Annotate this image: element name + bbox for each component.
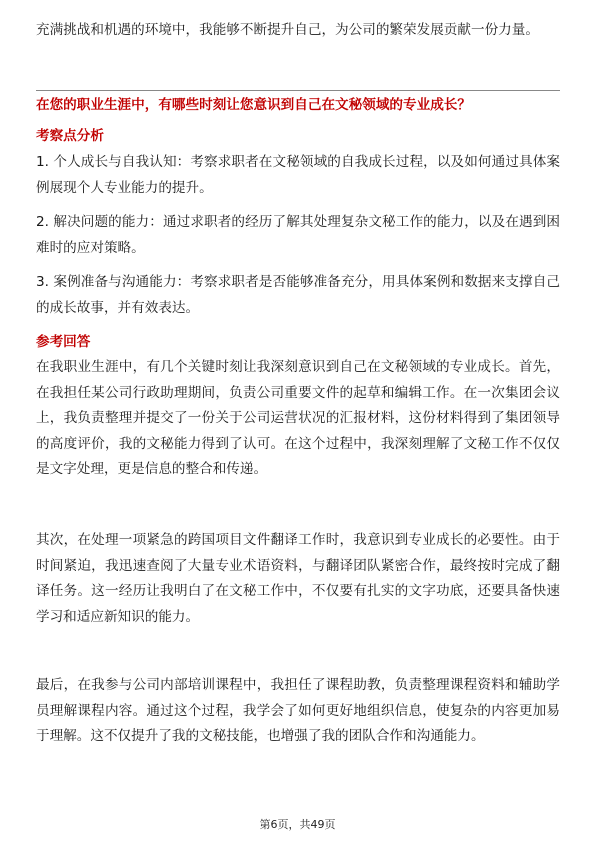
answer-heading: 参考回答	[36, 334, 91, 350]
intro-paragraph-tail: 充满挑战和机遇的环境中，我能够不断提升自己，为公司的繁荣发展贡献一份力量。	[36, 22, 539, 38]
answer-paragraph-1: 在我职业生涯中，有几个关键时刻让我深刻意识到自己在文秘领域的专业成长。首先，在我担任某公司行政助理期间，负责公司重要文件的起草和编辑工作。在一次集团会议上，我负责整理并提交了一份关于公司运营状况的汇报材料，这份材料得到了集团领导的高度评价，我的文秘能力得到了认可。在这个过程中，我深刻理解了文秘工作不仅仅是文字处理，更是信息的整合和传递。	[36, 359, 560, 477]
interview-question: 在您的职业生涯中，有哪些时刻让您意识到自己在文秘领域的专业成长？	[36, 97, 471, 113]
analysis-point-1: 1. 个人成长与自我认知：考察求职者在文秘领域的自我成长过程，以及如何通过具体案例展现个人专业能力的提升。	[36, 154, 560, 196]
answer-paragraph-3: 最后，在我参与公司内部培训课程中，我担任了课程助教，负责整理课程资料和辅助学员理解课程内容。通过这个过程，我学会了如何更好地组织信息，使复杂的内容更加易于理解。这不仅提升了我的文秘技能，也增强了我的团队合作和沟通能力。	[36, 677, 560, 744]
analysis-point-2: 2. 解决问题的能力：通过求职者的经历了解其处理复杂文秘工作的能力，以及在遇到困难时的应对策略。	[36, 214, 560, 256]
answer-paragraph-2: 其次，在处理一项紧急的跨国项目文件翻译工作时，我意识到专业成长的必要性。由于时间紧迫，我迅速查阅了大量专业术语资料，与翻译团队紧密合作，最终按时完成了翻译任务。这一经历让我明白了在文秘工作中，不仅要有扎实的文字功底，还要具备快速学习和适应新知识的能力。	[36, 532, 560, 625]
section-divider	[36, 90, 560, 91]
page-number-footer: 第6页，共49页	[259, 818, 336, 831]
analysis-point-3: 3. 案例准备与沟通能力：考察求职者是否能够准备充分，用具体案例和数据来支撑自己的成长故事，并有效表达。	[36, 274, 560, 316]
analysis-heading: 考察点分析	[36, 128, 104, 144]
